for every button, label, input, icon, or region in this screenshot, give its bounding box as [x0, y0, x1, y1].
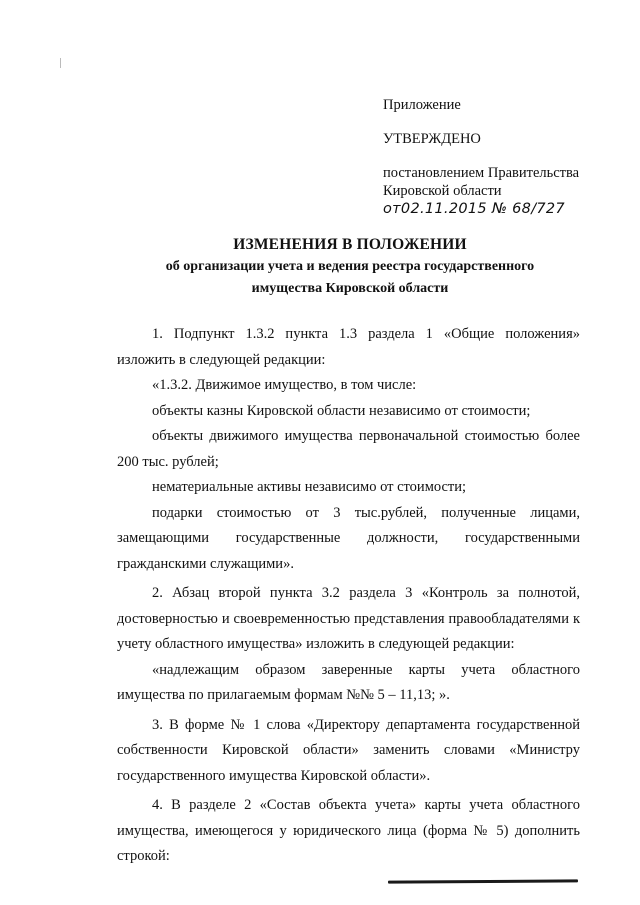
paragraph-1d: нематериальные активы независимо от стоимости;	[152, 479, 467, 495]
title-main: ИЗМЕНЕНИЯ В ПОЛОЖЕНИИ	[233, 236, 467, 253]
title-subtitle-line-2: имущества Кировской области	[251, 281, 449, 296]
title-subtitle-line-1: об организации учета и ведения реестра государственного	[165, 259, 535, 274]
decree-line-1: постановлением Правительства	[383, 165, 580, 181]
paragraph-4: 4. В разделе 2 «Состав объекта учета» карты учета областного имущества, имеющегося у юридического лица (форма № 5) дополнить строкой:	[117, 797, 580, 864]
approval-stamp-block	[383, 96, 613, 218]
decree-date-number: от02.11.2015 № 68/727	[383, 201, 565, 217]
paragraph-1a: «1.3.2. Движимое имущество, в том числе:	[152, 377, 417, 393]
signature-underline	[388, 879, 578, 883]
paragraph-1b: объекты казны Кировской области независимо от стоимости;	[152, 402, 531, 419]
paragraph-1c: объекты движимого имущества первоначальной стоимостью более 200 тыс. рублей;	[117, 428, 580, 470]
decree-line-2: Кировской области	[383, 183, 502, 199]
scan-artifact	[60, 58, 61, 68]
document-body	[117, 322, 580, 870]
appendix-label: Приложение	[383, 97, 461, 113]
approved-label: УТВЕРЖДЕНО	[383, 131, 481, 147]
paragraph-1: 1. Подпункт 1.3.2 пункта 1.3 раздела 1 «Общие положения» изложить в следующей редакции:	[117, 326, 580, 368]
paragraph-2a: «надлежащим образом заверенные карты учета областного имущества по прилагаемым формам №№ 5 – 11,13; ».	[117, 661, 580, 703]
paragraph-2: 2. Абзац второй пункта 3.2 раздела 3 «Контроль за полнотой, достоверностью и своевременностью представления правообладателями к учету областного имущества» изложить в следующей редакции:	[117, 585, 580, 652]
document-title	[100, 234, 600, 300]
paragraph-1e: подарки стоимостью от 3 тыс.рублей, полученные лицами, замещающими государственные должности, государственными гражданскими служащими».	[117, 504, 580, 572]
paragraph-3: 3. В форме № 1 слова «Директору департамента государственной собственности Кировской области» заменить словами «Министру государственного имущества Кировской области».	[117, 716, 580, 784]
